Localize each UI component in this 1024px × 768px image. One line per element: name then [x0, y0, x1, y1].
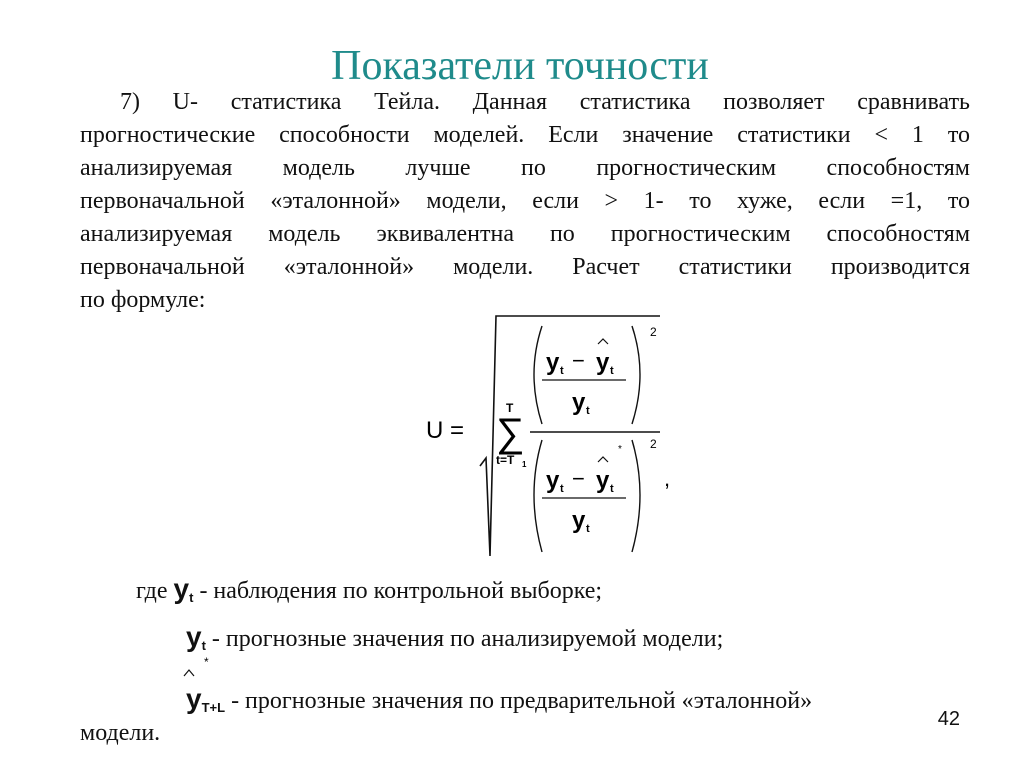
den-y-bottom: y: [572, 507, 586, 534]
den-num-y: y: [546, 467, 560, 494]
theil-u-formula: [420, 306, 720, 566]
symbol-yhat-sub: t: [201, 638, 206, 653]
paragraph-line-4: первоначальной «эталонной» модели, если > 1- то хуже, если =1, то: [80, 188, 970, 214]
legend-prefix: где: [136, 578, 168, 604]
paragraph-line-5: анализируемая модель эквивалентна по прогностическим способностям: [80, 221, 970, 247]
den-y-top: y: [572, 389, 586, 416]
right-paren-top: [632, 326, 640, 424]
power-bottom: 2: [650, 437, 657, 451]
legend-item2-text: - прогнозные значения по анализируемой модели;: [211, 626, 724, 652]
hat-star-marker: [180, 654, 220, 680]
sum-lower-sub: 1: [522, 460, 527, 469]
num-yhat: y: [596, 349, 610, 376]
legend-item-observations: [136, 574, 602, 613]
left-paren-bottom: [534, 440, 542, 552]
symbol-yref-sub: T+L: [201, 700, 226, 715]
symbol-yref: y: [186, 683, 202, 714]
left-paren-top: [534, 326, 542, 424]
num-y: y: [546, 349, 560, 376]
den-minus: −: [572, 466, 585, 491]
symbol-y-sub: t: [189, 590, 194, 605]
den-y-bottom-sub: t: [586, 523, 590, 535]
hat-bottom: [598, 457, 608, 462]
star-bottom: *: [618, 444, 622, 455]
page-number: 42: [937, 708, 960, 730]
paragraph-line-7: по формуле:: [80, 287, 206, 313]
legend-item-reference-forecast: [186, 684, 812, 723]
num-minus: −: [572, 348, 585, 373]
hat-top: [598, 339, 608, 344]
num-yhat-sub: t: [610, 365, 614, 377]
sum-upper: T: [506, 401, 514, 415]
paragraph-line-2: прогностические способности моделей. Если значение статистики < 1 то: [80, 122, 970, 148]
legend-item-forecast: [186, 622, 723, 661]
den-num-y-sub: t: [560, 483, 564, 495]
power-top: 2: [650, 325, 657, 339]
den-yhat-sub: t: [610, 483, 614, 495]
formula-comma: ,: [664, 466, 671, 491]
legend-item3-continuation: модели.: [80, 720, 161, 746]
legend-item1-text: - наблюдения по контрольной выборке;: [199, 578, 603, 604]
den-y-top-sub: t: [586, 405, 590, 417]
slide-title: Показатели точности: [331, 43, 709, 89]
paragraph-line-3: анализируемая модель лучше по прогностическим способностям: [80, 155, 970, 181]
paragraph-line-6: первоначальной «эталонной» модели. Расчет статистики производится: [80, 254, 970, 280]
formula-lhs: U =: [426, 417, 465, 444]
legend-item3-text: - прогнозные значения по предварительной «эталонной»: [231, 688, 813, 714]
num-y-sub: t: [560, 365, 564, 377]
paragraph-line-1: 7) U- статистика Тейла. Данная статистика позволяет сравнивать: [120, 89, 970, 115]
sum-lower: t=T: [496, 453, 515, 467]
sum-sign: ∑: [496, 411, 525, 455]
star-mark: *: [204, 655, 209, 669]
den-yhat: y: [596, 467, 610, 494]
symbol-y: y: [173, 573, 190, 604]
symbol-yhat: y: [186, 621, 202, 652]
paragraph: [80, 86, 970, 317]
right-paren-bottom: [632, 440, 640, 552]
hat-mark: [184, 670, 194, 676]
